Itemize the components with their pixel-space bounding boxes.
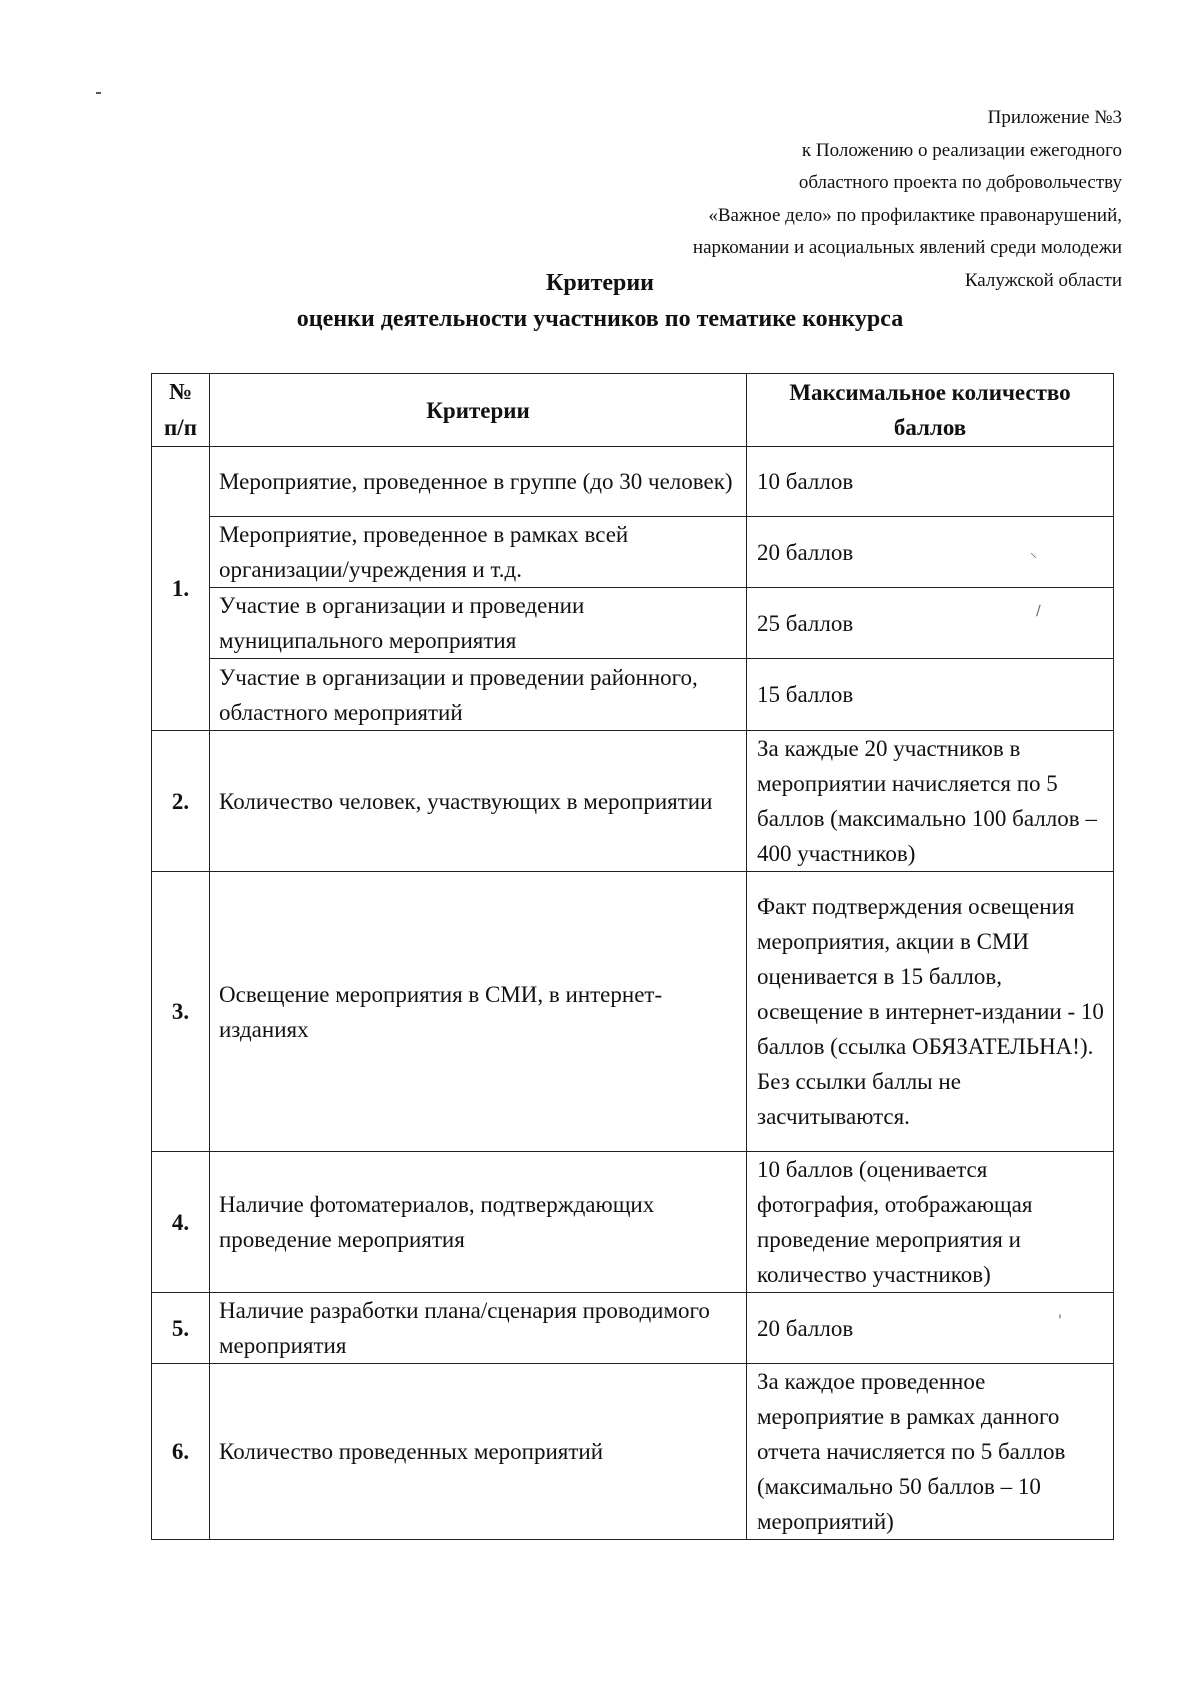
appendix-line: к Положению о реализации ежегодного [801,139,1122,161]
appendix-line: Приложение №3 [987,107,1122,128]
criterion-cell: Наличие разработки плана/сценария проводимого мероприятия [210,1293,747,1364]
row-number: 1. [152,447,210,731]
appendix-line: областного проекта по добровольчеству [798,172,1122,193]
row-number: 3. [152,872,210,1152]
points-cell: 10 баллов [747,447,1114,517]
pen-mark: ' [1058,1313,1062,1329]
points-cell: За каждое проведенное мероприятие в рамках данного отчета начисляется по 5 баллов (максимально 50 баллов – 10 мероприятий) [747,1364,1114,1540]
document-title: Критерии [545,270,655,296]
row-number: 6. [152,1364,210,1540]
criteria-table [151,373,1114,1540]
appendix-line: «Важное дело» по профилактике правонарушений, [708,204,1122,226]
appendix-header [693,102,1122,297]
table-row [152,659,1114,731]
criterion-cell: Мероприятие, проведенное в группе (до 30 человек) [210,447,747,517]
row-number: 2. [152,731,210,872]
table-row [152,872,1114,1152]
criterion-cell: Количество человек, участвующих в мероприятии [210,731,747,872]
row-number: 5. [152,1293,210,1364]
pen-mark: ⸜ [1030,545,1037,561]
points-cell: 20 баллов [747,1293,1114,1364]
points-cell: 10 баллов (оценивается фотография, отображающая проведение мероприятия и количество участников) [747,1152,1114,1293]
criterion-cell: Участие в организации и проведении муниципального мероприятия [210,588,747,659]
scan-artifact [96,92,101,94]
appendix-line: наркомании и асоциальных явлений среди молодежи [692,237,1122,258]
table-row [152,1293,1114,1364]
appendix-line: Калужской области [964,269,1122,291]
points-cell: Факт подтверждения освещения мероприятия, акции в СМИ оценивается в 15 баллов, освещение в интернет-издании - 10 баллов (ссылка ОБЯЗАТЕЛЬНА!). Без ссылки баллы не засчитываются. [747,872,1114,1152]
points-cell: 15 баллов [747,659,1114,731]
points-cell: 20 баллов [747,517,1114,588]
table-row [152,731,1114,872]
table-row [152,588,1114,659]
table-row [152,1152,1114,1293]
points-cell: За каждые 20 участников в мероприятии начисляется по 5 баллов (максимально 100 баллов – 400 участников) [747,731,1114,872]
header-number-line: № [168,379,193,404]
table-row [152,1364,1114,1540]
header-points-line: Максимальное количество [789,380,1071,405]
pen-mark: ∕ [1036,603,1041,619]
header-number [152,374,210,447]
criterion-cell: Мероприятие, проведенное в рамках всей организации/учреждения и т.д. [210,517,747,588]
header-points-line: баллов [893,415,967,440]
header-criteria: Критерии [210,374,747,447]
table-header-row [152,374,1114,447]
row-number: 4. [152,1152,210,1293]
criterion-cell: Количество проведенных мероприятий [210,1364,747,1540]
table-row [152,447,1114,517]
table-row [152,517,1114,588]
header-number-line: п/п [164,415,197,440]
criterion-cell: Освещение мероприятия в СМИ, в интернет-изданиях [210,872,747,1152]
criterion-cell: Наличие фотоматериалов, подтверждающих проведение мероприятия [210,1152,747,1293]
document-subtitle: оценки деятельности участников по тематике конкурса [296,306,904,332]
points-cell: 25 баллов [747,588,1114,659]
header-points [747,374,1114,447]
criterion-cell: Участие в организации и проведении районного, областного мероприятий [210,659,747,731]
